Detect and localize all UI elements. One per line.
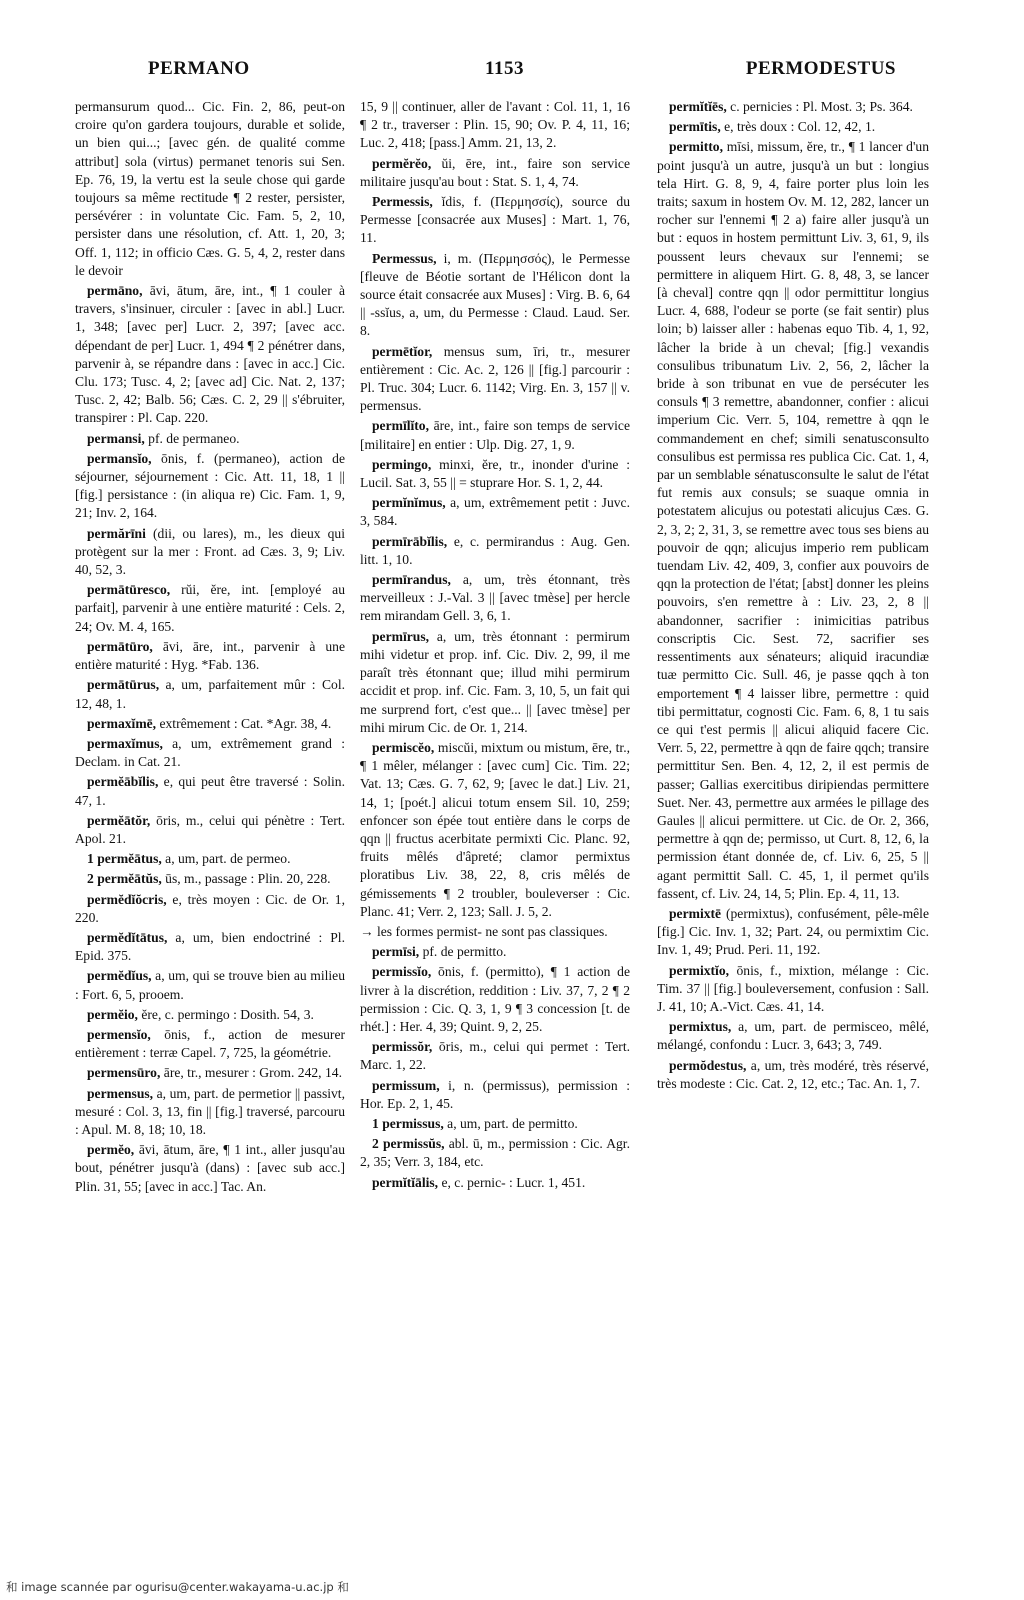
dictionary-entry <box>75 1141 345 1196</box>
entry-definition: mīsi, missum, ĕre, tr., ¶ 1 lancer d'un point jusqu'à un autre, jusqu'à un but : longius tela Hirt. G. 8, 9, 4, faire porter plus loin les traits; saxum in hostem Ov. M. 12, 282, lancer un rocher sur l'ennemi ¶ 2 a) faire aller jusqu'à un but : equos in hostem permittunt Liv. 3, 61, 9, ils poussent leurs chevaux sur l'ennemi; se permittere in aliquem Hirt. G. 8, 48, 3, se lancer [à cheval] contre qqn || odor permittitur longius Lucr. 4, 688, l'odeur se porte (se fait sentir) plus loin; b) laisser aller : habenas equo Tib. 4, 1, 92, lâcher la bride à un cheval; [fig.] vexandis consulibus tribunatum Liv. 2, 56, 2, lâcher la bride à son tribunat en vue de persécuter les consuls ¶ 3 remettre, abandonner, confier : alicui imperium Cic. Verr. 5, 104, remettre à qqn le commandement en chef; simili senatusconsulto consulibus est permissa res publica Cic. Cat. 1, 4, par un semblable sénatusconsulte le salut de l'état fut remis aux consuls; se suaque omnia in potestatem alicujus ou potestati alicujus Cæs. G. 2, 3, 2; 2, 31, 3, se remettre avec tous ses biens au pouvoir de qqn; alicujus imperio rem publicam tuendam Liv. 42, 409, 3, confier aux pouvoirs de qqn la protection de l'état; [abst] donner les pleins pouvoirs, s'en remettre à : Liv. 23, 2, 8 || abandonner, sacrifier : inimicitias patribus conscriptis Cic. Sest. 72, sacrifier ses ressentiments aux sénateurs; aliquid iracundiæ tuæ permitto Cic. Sull. 46, je passe qqch à ton emportement ¶ 4 laisser libre, permettre : quid tibi permittatur, cognosti Cic. Fam. 6, 8, 1 tu sais ce qui t'est permis || alicui aliquid facere Cic. Verr. 5, 22, permettre à qqn de faire qqch; transire permittitur Sen. Ben. 4, 12, 2, il est permis de passer; Gallias exercitibus diripiendas permittere Suet. Ner. 43, permettre aux armées le pillage des Gaules || alicui permittere. ut Cic. de Or. 2, 366, permettre à qqn de; permisso, ut Curt. 8, 12, 6, la permission étant donnée de, cf. Liv. 6, 25, 5 || agant permittit Sall. C. 45, 1, il permet qu'ils fassent, cf. Liv. 24, 14, 5; Plin. Ep. 4, 11, 13. <box>657 139 929 901</box>
dictionary-entry <box>75 929 345 965</box>
entry-definition: a, um, part. de permetior || passivt, mesuré : Col. 3, 13, fin || [fig.] traversé, parcouru : Apul. M. 8, 18; 10, 18. <box>75 1085 345 1137</box>
dictionary-entry <box>360 456 630 492</box>
entry-headword: permĕābĭlis, <box>87 774 159 790</box>
entry-headword: permĕio, <box>87 1006 138 1022</box>
entry-headword: permensĭo, <box>87 1026 151 1042</box>
entry-headword: permissŏr, <box>372 1039 433 1055</box>
entry-definition: a, um, très étonnant : permirum mihi videtur et prop. inf. Cic. Div. 2, 99, il me paraît très étonnant que; illud mihi permirum accidit et prop. inf. Cic. Fam. 3, 10, 5, un fait qui me surprend fort, c'est que... || [avec tmèse] per mihi mirum Cic. de Or. 1, 214. <box>360 628 630 735</box>
entry-definition: c. pernicies : Pl. Most. 3; Ps. 364. <box>726 99 913 114</box>
page-number: 1153 <box>485 58 524 79</box>
dictionary-entry <box>360 1174 630 1192</box>
entry-definition: āre, int., faire son temps de service [militaire] en entier : Ulp. Dig. 27, 1, 9. <box>360 418 630 452</box>
entry-definition: pf. de permaneo. <box>144 430 240 446</box>
entry-definition: a, um, extrêmement petit : Juvc. 3, 584. <box>360 495 630 529</box>
entry-definition: e, très doux : Col. 12, 42, 1. <box>720 119 876 135</box>
entry-headword: permingo, <box>372 456 432 472</box>
entry-definition: a, um, très modéré, très réservé, très modeste : Cic. Cat. 2, 12, etc.; Tac. An. 1, 7. <box>657 1057 929 1091</box>
header-right-guideword: PERMODESTUS <box>745 58 896 79</box>
entry-headword: permissum, <box>372 1077 440 1093</box>
dictionary-entry <box>657 1018 929 1054</box>
entry-headword: permātūro, <box>87 638 153 654</box>
entry-definition: ōris, m., celui qui permet : Tert. Marc. 1, 22. <box>360 1039 630 1073</box>
entry-headword: permaxĭmus, <box>87 735 163 751</box>
dictionary-entry <box>360 193 630 248</box>
entry-headword: permitto, <box>669 139 723 155</box>
entry-definition: → les formes permist- ne sont pas classiques. <box>360 923 608 939</box>
entry-definition: a, um, part. de permisceo, mêlé, mélangé, confondu : Lucr. 3, 643; 3, 749. <box>657 1019 929 1053</box>
entry-headword: permīsi, <box>372 944 420 960</box>
dictionary-entry <box>657 118 929 136</box>
entry-definition: a, um, part. de permeo. <box>161 851 291 867</box>
entry-definition: ūs, m., passage : Plin. 20, 228. <box>161 871 331 887</box>
dictionary-entry <box>360 571 630 626</box>
dictionary-entry <box>360 417 630 453</box>
entry-definition: ĭdis, f. (Περμησσίς), source du Permesse [consacrée aux Muses] : Mart. 1, 76, 11. <box>360 194 630 246</box>
entry-definition: abl. ū, m., permission : Cic. Agr. 2, 35; Verr. 3, 184, etc. <box>360 1136 630 1170</box>
dictionary-entry <box>360 533 630 569</box>
entry-definition: ōnis, f. (permitto), ¶ 1 action de livrer à la discrétion, reddition : Liv. 37, 7, 2 ¶ 2 permission : Cic. Q. 3, 1, 9 ¶ 3 concession [t. de rhét.] : Her. 4, 39; Quint. 9, 2, 25. <box>360 964 630 1034</box>
dictionary-entry <box>75 773 345 809</box>
entry-definition: ōnis, f., mixtion, mélange : Cic. Tim. 37 || [fig.] bouleversement, confusion : Sall. J. 41, 10; A.-Vict. Cæs. 41, 14. <box>657 962 929 1014</box>
dictionary-entry <box>75 676 345 712</box>
dictionary-entry <box>360 1135 630 1171</box>
entry-definition: a, um, extrêmement grand : Declam. in Cat. 21. <box>75 735 345 770</box>
entry-headword: permixtĭo, <box>669 962 730 978</box>
entry-headword: permĕo, <box>87 1142 135 1158</box>
entry-definition: e, c. pernic- : Lucr. 1, 451. <box>438 1174 586 1190</box>
page-header <box>0 58 1024 90</box>
dictionary-entry <box>75 967 345 1003</box>
dictionary-entry <box>360 494 630 530</box>
entry-definition: miscŭi, mixtum ou mistum, ēre, tr., ¶ 1 mêler, mélanger : [avec cum] Cic. Tim. 22; Vat. 13; Cæs. G. 7, 62, 9; [avec le dat.] Liv. 21, 14, 1; [poét.] alicui totum ensem Sil. 10, 259; enfoncer son épée tout entière dans le corps de qqn || fructus acerbitate permixti Cic. Planc. 92, fruits mêlés d'âpreté; clamor permixtus ploratibus Liv. 38, 22, 8, cris mêlés de gémissements ¶ 2 troubler, bouleverser : Cic. Planc. 41; Verr. 2, 123; Sall. J. 5, 2. <box>360 739 630 919</box>
entry-definition: a, um, qui se trouve bien au milieu : Fort. 6, 5, prooem. <box>75 968 345 1002</box>
entry-definition: a, um, part. de permitto. <box>443 1115 578 1131</box>
dictionary-entry <box>75 1085 345 1140</box>
dictionary-entry <box>75 812 345 848</box>
entry-headword: permīlĭto, <box>372 418 430 434</box>
dictionary-entry <box>75 1026 345 1062</box>
entry-headword: permītis, <box>669 119 721 135</box>
entry-definition: āvi, ātum, āre, int., ¶ 1 couler à travers, s'insinuer, circuler : [avec in abl.] Lucr. 1, 348; [avec per] Lucr. 2, 397; [avec acc. dépendant de per] Lucr. 1, 494 ¶ 2 pénétrer dans, parvenir à, se répandre dans : [avec in acc.] Cic. Clu. 173; Tusc. 4, 2; [avec ad] Cic. Nat. 2, 137; Tusc. 2, 42; Balb. 56; Cæs. C. 2, 29 || s'ébruiter, transpirer : Pl. Cap. 220. <box>75 283 345 426</box>
entry-headword: Permessis, <box>372 194 433 210</box>
entry-headword: permissĭo, <box>372 964 432 980</box>
dictionary-entry <box>360 739 630 921</box>
dictionary-entry <box>360 155 630 191</box>
entry-headword: permĕdĭŏcris, <box>87 891 167 907</box>
entry-definition: a, um, bien endoctriné : Pl. Epid. 375. <box>75 929 345 964</box>
entry-headword: permīrābĭlis, <box>372 533 448 549</box>
entry-headword: permansĭo, <box>87 450 152 466</box>
entry-headword: permĭtĭālis, <box>372 1174 439 1190</box>
entry-definition: e, c. permirandus : Aug. Gen. litt. 1, 10. <box>360 533 630 567</box>
entry-definition: (dii, ou lares), m., les dieux qui protègent sur la mer : Front. ad Cæs. 3, 9; Liv. 40, 52, 3. <box>75 525 345 578</box>
dictionary-entry <box>360 1115 630 1133</box>
dictionary-entry <box>360 943 630 961</box>
entry-headword: permensūro, <box>87 1065 161 1081</box>
entry-definition: minxi, ĕre, tr., inonder d'urine : Lucil. Sat. 3, 55 || = stuprare Hor. S. 1, 2, 44. <box>360 456 630 491</box>
entry-headword: 2 permĕātŭs, <box>87 871 162 887</box>
entry-headword: permētĭor, <box>372 343 433 359</box>
entry-headword: 2 permissŭs, <box>372 1136 445 1152</box>
scan-credit-footer: 和 image scannée par ogurisu@center.wakayama-u.ac.jp 和 <box>6 1580 349 1594</box>
entry-headword: permixtē <box>669 905 722 921</box>
entry-headword: permĭtĭēs, <box>669 99 727 114</box>
entry-definition: mensus sum, īri, tr., mesurer entièrement : Cic. Ac. 2, 126 || [fig.] parcourir : Pl. Truc. 304; Lucr. 6. 1142; Virg. En. 3, 157 || v. permensus. <box>360 343 630 414</box>
dictionary-entry <box>657 138 929 903</box>
dictionary-entry <box>75 870 345 888</box>
entry-headword: permĕrĕo, <box>372 155 432 171</box>
dictionary-entry <box>75 430 345 448</box>
entry-headword: permātūresco, <box>87 582 171 598</box>
entry-definition: extrêmement : Cat. *Agr. 38, 4. <box>156 715 332 731</box>
entry-definition: (permixtus), confusément, pêle-mêle [fig.] Cic. Inv. 1, 32; Part. 24, ou permixtim Cic. Inv. 1, 49; Prud. Peri. 11, 192. <box>657 905 929 958</box>
entry-definition: āvi, āre, int., parvenir à une entière maturité : Hyg. *Fab. 136. <box>75 638 345 673</box>
entry-definition: e, qui peut être traversé : Solin. 47, 1. <box>75 774 345 808</box>
entry-headword: permansi, <box>87 430 145 446</box>
dictionary-entry <box>657 98 929 116</box>
entry-headword: permĕātŏr, <box>87 812 151 828</box>
dictionary-entry <box>75 282 345 428</box>
dictionary-entry <box>75 525 345 580</box>
entry-headword: permărīni <box>87 525 146 541</box>
dictionary-entry <box>657 905 929 960</box>
entry-definition: 15, 9 || continuer, aller de l'avant : Col. 11, 1, 16 ¶ 2 tr., traverser : Plin. 15, 90; Ov. P. 4, 11, 16; Luc. 2, 418; [pass.] Amm. 21, 13, 2. <box>360 99 630 151</box>
entry-headword: permīrandus, <box>372 572 451 588</box>
entry-definition: ōnis, f. (permaneo), action de séjourner, séjournement : Cic. Att. 11, 18, 1 || [fig.] persistance : (in aliqua re) Cic. Fam. 1, 9, 21; Inv. 2, 164. <box>75 450 345 521</box>
entry-definition: rŭi, ĕre, int. [employé au parfait], parvenir à une entière maturité : Cels. 2, 24; Ov. M. 4, 165. <box>75 582 345 634</box>
header-left-guideword: PERMANO <box>148 58 250 79</box>
entry-headword: permīrus, <box>372 628 430 644</box>
column-2 <box>360 98 630 1568</box>
dictionary-entry <box>657 1057 929 1093</box>
column-3 <box>657 98 929 1568</box>
entry-definition: a, um, parfaitement mûr : Col. 12, 48, 1. <box>75 677 345 711</box>
dictionary-entry <box>360 628 630 737</box>
dictionary-entry <box>75 715 345 733</box>
entry-headword: 1 permissus, <box>372 1115 444 1131</box>
entry-headword: Permessus, <box>372 250 437 266</box>
dictionary-entry <box>75 450 345 523</box>
entry-definition: ōris, m., celui qui pénètre : Tert. Apol. 21. <box>75 812 345 846</box>
entry-headword: permāno, <box>87 283 143 299</box>
entry-headword: 1 permĕātus, <box>87 851 162 867</box>
entry-definition: permansurum quod... Cic. Fin. 2, 86, peut-on croire qu'on gardera toujours, durable et solide, un bien qui...; [avec gén. de qualité comme attribut] sola (virtus) permanet tenoris sui Sen. Ep. 76, 19, la vertu est la seule chose qui garde toujours sa même rectitude ¶ 2 rester, persister, persévérer : in voluntate Cic. Fam. 5, 2, 10, persister dans une résolution, cf. Att. 1, 20, 3; Off. 1, 112; in officio Cæs. G. 5, 4, 2, rester dans le devoir <box>75 99 345 278</box>
entry-headword: permiscĕo, <box>372 739 435 755</box>
entry-definition: ĕre, c. permingo : Dosith. 54, 3. <box>137 1006 314 1022</box>
dictionary-entry <box>360 1077 630 1113</box>
entry-headword: permixtus, <box>669 1019 732 1035</box>
entry-definition: āre, tr., mesurer : Grom. 242, 14. <box>160 1065 342 1081</box>
dictionary-entry <box>360 963 630 1036</box>
entry-definition: i, n. (permissus), permission : Hor. Ep. 2, 1, 45. <box>360 1077 630 1111</box>
dictionary-entry <box>75 581 345 636</box>
dictionary-entry <box>360 343 630 416</box>
entry-definition: pf. de permitto. <box>419 944 507 960</box>
entry-headword: permaxĭmē, <box>87 715 157 731</box>
entry-definition: āvi, ātum, āre, ¶ 1 int., aller jusqu'au bout, pénétrer jusqu'à (dans) : [avec sub acc.] Plin. 31, 55; [avec in acc.] Tac. An. <box>75 1142 345 1194</box>
entry-headword: permĕdĭtātus, <box>87 929 168 945</box>
dictionary-entry <box>657 962 929 1017</box>
entry-headword: permensus, <box>87 1085 154 1101</box>
dictionary-entry <box>75 1006 345 1024</box>
dictionary-entry <box>360 250 630 341</box>
entry-definition: i, m. (Περμησσός), le Permesse [fleuve de Béotie sortant de l'Hélicon dont la source était consacrée aux Muses] : Virg. B. 6, 64 || -ssĭus, a, um, du Permesse : Claud. Laud. Ser. 8. <box>360 250 630 339</box>
dictionary-entry <box>360 1038 630 1074</box>
entry-definition: ŭi, ēre, int., faire son service militaire jusqu'au bout : Stat. S. 1, 4, 74. <box>360 155 630 189</box>
entry-headword: permātūrus, <box>87 677 160 693</box>
dictionary-entry <box>75 98 345 280</box>
entry-definition: ōnis, f., action de mesurer entièrement : terræ Capel. 7, 725, la géométrie. <box>75 1026 345 1061</box>
entry-definition: a, um, très étonnant, très merveilleux : J.-Val. 3 || [avec tmèse] per hercle rem mirandam Gell. 3, 6, 1. <box>360 572 630 624</box>
entry-definition: e, très moyen : Cic. de Or. 1, 220. <box>75 891 345 925</box>
dictionary-entry <box>75 1064 345 1082</box>
dictionary-entry <box>75 735 345 771</box>
dictionary-entry <box>75 850 345 868</box>
dictionary-entry <box>360 98 630 153</box>
entry-headword: permĭnĭmus, <box>372 495 446 511</box>
dictionary-entry <box>75 638 345 674</box>
entry-headword: permŏdestus, <box>669 1057 747 1073</box>
column-1 <box>75 98 345 1568</box>
entry-headword: permĕdĭus, <box>87 968 152 984</box>
dictionary-entry <box>75 891 345 927</box>
dictionary-entry <box>360 923 630 941</box>
